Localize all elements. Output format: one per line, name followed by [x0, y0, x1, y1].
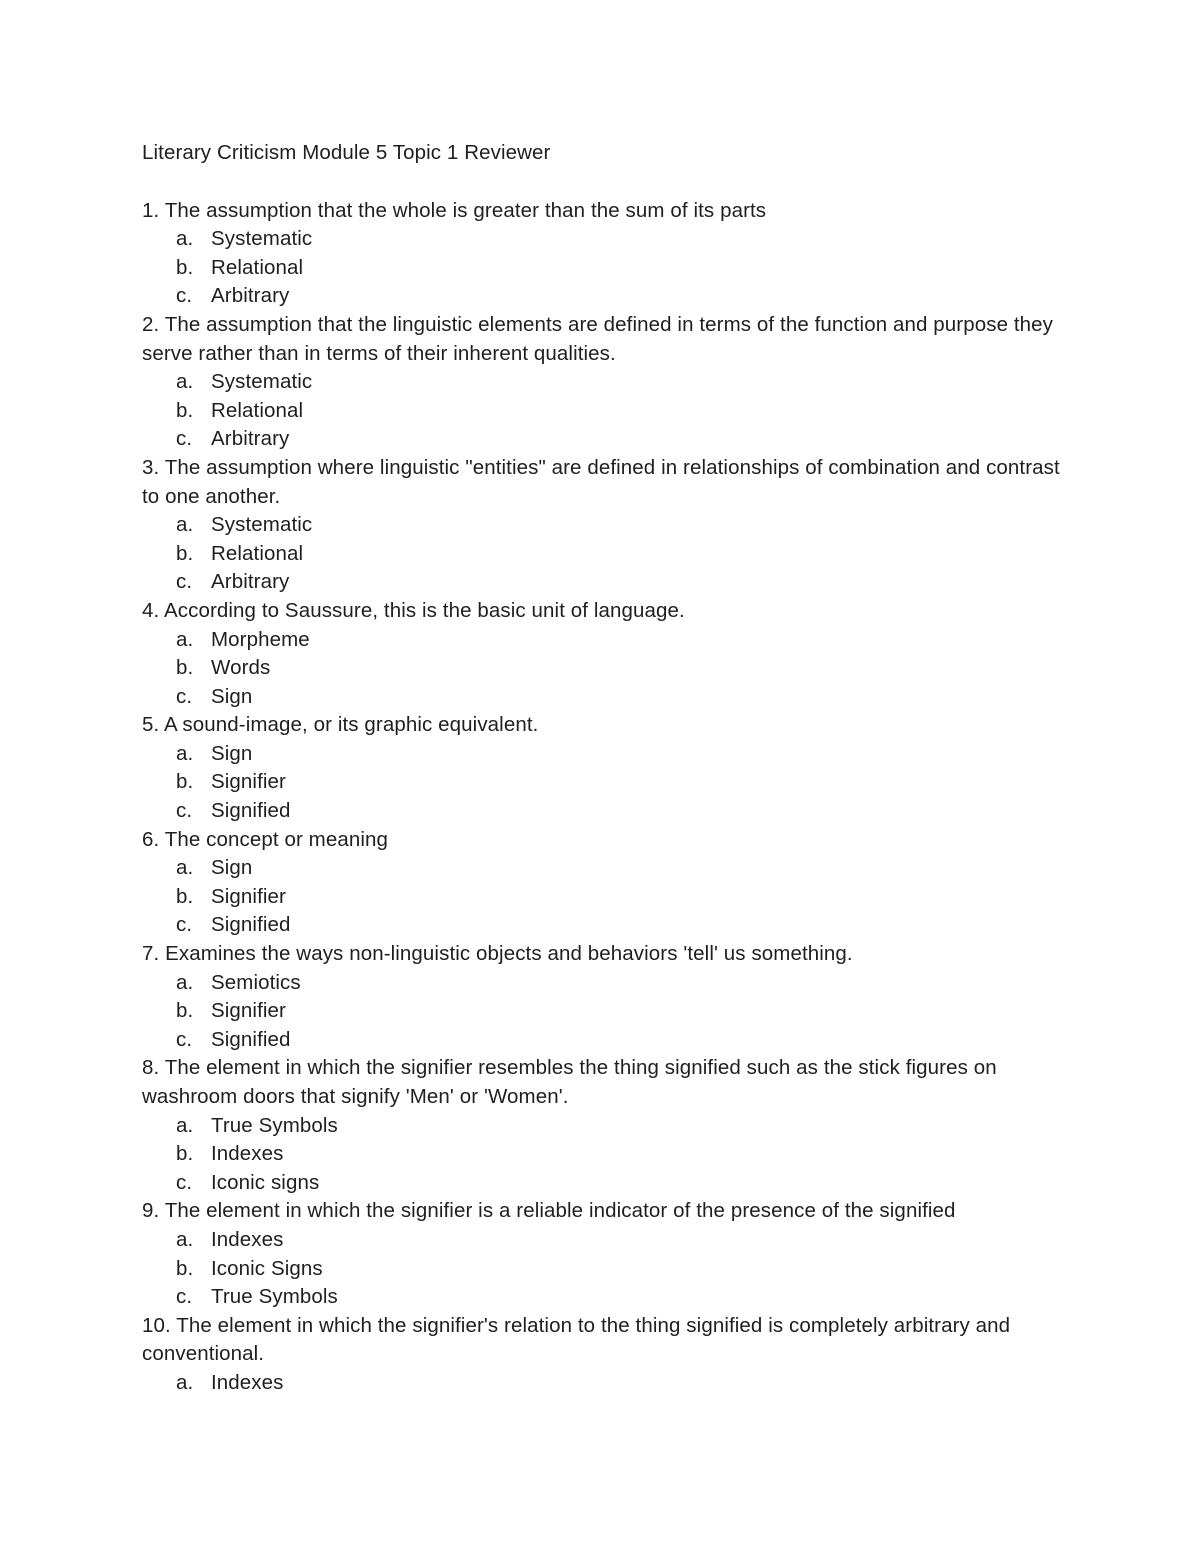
- question-text: [142, 1054, 1062, 1111]
- option-list: [142, 1226, 1062, 1312]
- question-7: [142, 940, 1062, 1054]
- question-text: [142, 454, 1062, 511]
- question-text: [142, 711, 1062, 740]
- question-prompt: The assumption that the linguistic elements are defined in terms of the function and purpose they serve rather than in terms of their inherent qualities.: [142, 312, 1054, 365]
- question-4: [142, 597, 1062, 711]
- option-item: [142, 626, 1062, 655]
- option-letter: c.: [176, 284, 193, 308]
- question-prompt: According to Saussure, this is the basic unit of language.: [163, 598, 685, 622]
- option-letter: a.: [176, 370, 194, 394]
- option-text: Signified: [211, 1027, 291, 1051]
- question-number: 1.: [142, 198, 160, 222]
- option-letter: b.: [176, 999, 194, 1023]
- option-letter: b.: [176, 398, 194, 422]
- option-letter: c.: [176, 1285, 193, 1309]
- option-text: True Symbols: [211, 1113, 338, 1137]
- option-text: Sign: [211, 684, 253, 708]
- question-text: [142, 826, 1062, 855]
- option-text: Signifier: [211, 884, 286, 908]
- option-list: [142, 626, 1062, 712]
- option-item: [142, 568, 1062, 597]
- question-number: 2.: [142, 312, 160, 336]
- option-text: Systematic: [211, 513, 313, 537]
- question-prompt: Examines the ways non-linguistic objects and behaviors 'tell' us something.: [165, 942, 853, 966]
- question-5: [142, 711, 1062, 825]
- option-letter: c.: [176, 684, 193, 708]
- option-text: Words: [211, 656, 271, 680]
- option-text: Relational: [211, 255, 304, 279]
- question-prompt: The element in which the signifier resembles the thing signified such as the stick figures on washroom doors that signify 'Men' or 'Women'.: [142, 1056, 997, 1108]
- option-item: [142, 282, 1062, 311]
- option-item: [142, 997, 1062, 1026]
- option-letter: c.: [176, 427, 193, 451]
- option-item: [142, 1140, 1062, 1169]
- question-3: [142, 454, 1062, 597]
- option-item: [142, 425, 1062, 454]
- option-item: [142, 254, 1062, 283]
- option-item: [142, 540, 1062, 569]
- option-text: Sign: [211, 856, 253, 880]
- option-letter: a.: [176, 227, 194, 251]
- question-2: [142, 311, 1062, 454]
- option-text: Indexes: [211, 1142, 284, 1166]
- question-prompt: The element in which the signifier is a reliable indicator of the presence of the signified: [164, 1199, 956, 1223]
- option-letter: a.: [176, 513, 194, 537]
- question-number: 10.: [142, 1313, 171, 1337]
- option-text: Semiotics: [211, 970, 301, 994]
- question-number: 7.: [142, 942, 160, 966]
- option-item: [142, 797, 1062, 826]
- option-item: [142, 1283, 1062, 1312]
- option-letter: b.: [176, 255, 194, 279]
- option-letter: a.: [176, 741, 194, 765]
- option-list: [142, 1369, 1062, 1398]
- question-number: 9.: [142, 1199, 160, 1223]
- question-6: [142, 826, 1062, 940]
- option-text: Indexes: [211, 1227, 284, 1251]
- option-letter: a.: [176, 856, 194, 880]
- option-text: Indexes: [211, 1370, 284, 1394]
- question-text: [142, 197, 1062, 226]
- option-item: [142, 911, 1062, 940]
- option-item: [142, 397, 1062, 426]
- option-list: [142, 1112, 1062, 1198]
- question-9: [142, 1197, 1062, 1311]
- option-text: Arbitrary: [211, 570, 290, 594]
- option-letter: b.: [176, 884, 194, 908]
- option-text: Iconic Signs: [211, 1256, 323, 1280]
- option-letter: b.: [176, 541, 194, 565]
- option-item: [142, 740, 1062, 769]
- question-text: [142, 940, 1062, 969]
- option-item: [142, 1369, 1062, 1398]
- option-list: [142, 969, 1062, 1055]
- option-text: Relational: [211, 541, 304, 565]
- question-number: 4.: [142, 598, 160, 622]
- option-text: Signified: [211, 913, 291, 937]
- question-prompt: The element in which the signifier's relation to the thing signified is completely arbitrary and conventional.: [142, 1313, 1011, 1366]
- option-text: Signifier: [211, 770, 286, 794]
- option-letter: b.: [176, 656, 194, 680]
- option-letter: a.: [176, 1370, 194, 1394]
- option-text: Systematic: [211, 370, 313, 394]
- option-letter: b.: [176, 1256, 194, 1280]
- option-item: [142, 969, 1062, 998]
- option-item: [142, 768, 1062, 797]
- option-text: Sign: [211, 741, 253, 765]
- option-list: [142, 511, 1062, 597]
- option-text: Arbitrary: [211, 427, 290, 451]
- question-prompt: The assumption where linguistic "entities" are defined in relationships of combination and contrast to one another.: [142, 455, 1060, 508]
- option-item: [142, 225, 1062, 254]
- option-letter: c.: [176, 799, 193, 823]
- option-text: Morpheme: [211, 627, 310, 651]
- option-list: [142, 225, 1062, 311]
- option-text: Iconic signs: [211, 1170, 320, 1194]
- option-letter: a.: [176, 970, 194, 994]
- option-text: Systematic: [211, 227, 313, 251]
- question-text: [142, 311, 1062, 368]
- option-item: [142, 654, 1062, 683]
- question-number: 5.: [142, 713, 160, 737]
- option-item: [142, 1112, 1062, 1141]
- document-title: Literary Criticism Module 5 Topic 1 Reviewer: [142, 141, 551, 164]
- option-text: Signifier: [211, 999, 286, 1023]
- document-page: [142, 139, 1062, 1398]
- option-item: [142, 683, 1062, 712]
- question-number: 8.: [142, 1056, 160, 1080]
- option-letter: c.: [176, 1170, 193, 1194]
- question-text: [142, 1312, 1062, 1369]
- option-text: Signified: [211, 799, 291, 823]
- option-item: [142, 1255, 1062, 1284]
- option-item: [142, 368, 1062, 397]
- option-item: [142, 1226, 1062, 1255]
- option-item: [142, 1026, 1062, 1055]
- question-prompt: The concept or meaning: [164, 827, 389, 851]
- option-letter: b.: [176, 1142, 194, 1166]
- question-8: [142, 1054, 1062, 1197]
- question-10: [142, 1312, 1062, 1398]
- option-text: True Symbols: [211, 1285, 338, 1309]
- question-prompt: The assumption that the whole is greater than the sum of its parts: [164, 198, 767, 222]
- question-text: [142, 597, 1062, 626]
- option-letter: a.: [176, 1113, 194, 1137]
- option-item: [142, 883, 1062, 912]
- question-text: [142, 1197, 1062, 1226]
- option-text: Arbitrary: [211, 284, 290, 308]
- question-1: [142, 197, 1062, 311]
- option-text: Relational: [211, 398, 304, 422]
- option-letter: c.: [176, 570, 193, 594]
- option-letter: c.: [176, 1027, 193, 1051]
- question-number: 3.: [142, 455, 160, 479]
- question-number: 6.: [142, 827, 160, 851]
- option-item: [142, 511, 1062, 540]
- option-list: [142, 368, 1062, 454]
- option-letter: a.: [176, 1227, 194, 1251]
- option-list: [142, 854, 1062, 940]
- option-item: [142, 854, 1062, 883]
- option-letter: a.: [176, 627, 194, 651]
- option-letter: c.: [176, 913, 193, 937]
- option-letter: b.: [176, 770, 194, 794]
- option-list: [142, 740, 1062, 826]
- question-prompt: A sound-image, or its graphic equivalent.: [163, 713, 539, 737]
- option-item: [142, 1169, 1062, 1198]
